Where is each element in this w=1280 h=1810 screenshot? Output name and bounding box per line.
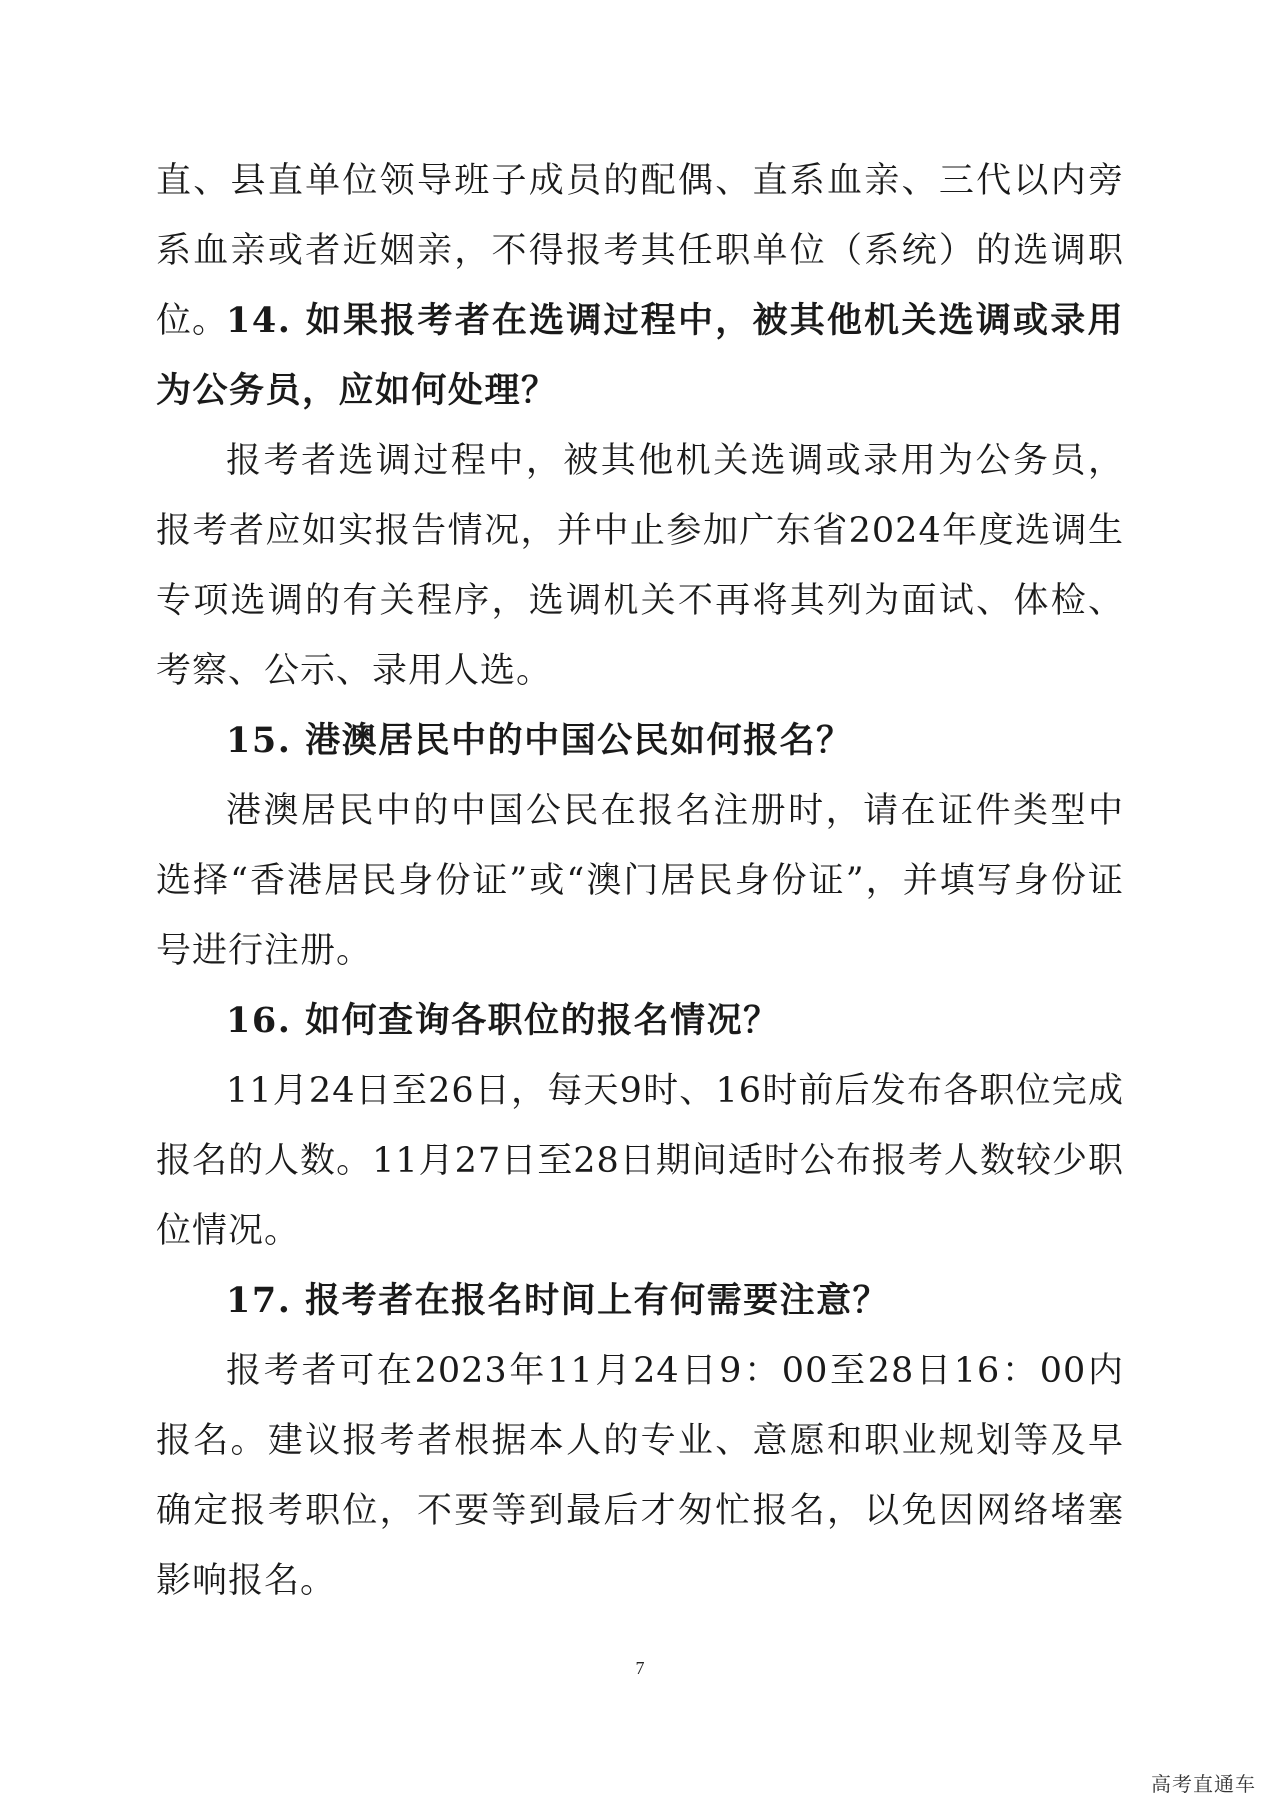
answer-16-paragraph: 11月24日至26日，每天9时、16时前后发布各职位完成报名的人数。11月27日至28日期间适时公布报考人数较少职位情况。 — [156, 1071, 1124, 1251]
question-17-heading: 17. 报考者在报名时间上有何需要注意？ — [226, 1280, 890, 1321]
question-15-heading: 15. 港澳居民中的中国公民如何报名？ — [226, 720, 853, 761]
watermark-text: 高考直通车 — [1151, 1772, 1256, 1796]
question-17-block — [156, 1266, 1124, 1336]
answer-14-paragraph: 报考者选调过程中，被其他机关选调或录用为公务员，报考者应如实报告情况，并中止参加广东省2024年度选调生专项选调的有关程序，选调机关不再将其列为面试、体检、考察、公示、录用人选。 — [156, 441, 1124, 691]
answer-17-paragraph: 报考者可在2023年11月24日9：00至28日16：00内报名。建议报考者根据本人的专业、意愿和职业规划等及早确定报考职位，不要等到最后才匆忙报名，以免因网络堵塞影响报名。 — [156, 1351, 1124, 1601]
answer-15-paragraph: 港澳居民中的中国公民在报名注册时，请在证件类型中选择“香港居民身份证”或“澳门居民身份证”，并填写身份证号进行注册。 — [156, 791, 1124, 971]
page-number: 7 — [635, 1658, 645, 1678]
answer-15-block — [156, 776, 1124, 986]
answer-14-block — [156, 426, 1124, 706]
body-paragraph-continued: 直、县直单位领导班子成员的配偶、直系血亲、三代以内旁系血亲或者近姻亲，不得报考其任职单位（系统）的选调职位。 — [156, 161, 1124, 341]
question-15-block — [156, 706, 1124, 776]
question-16-heading: 16. 如何查询各职位的报名情况？ — [226, 1000, 780, 1041]
question-16-block — [156, 986, 1124, 1056]
question-14-block — [156, 286, 1124, 426]
question-14-heading: 14. 如果报考者在选调过程中，被其他机关选调或录用为公务员，应如何处理？ — [156, 300, 1124, 411]
answer-16-block — [156, 1056, 1124, 1266]
answer-17-block — [156, 1336, 1124, 1616]
